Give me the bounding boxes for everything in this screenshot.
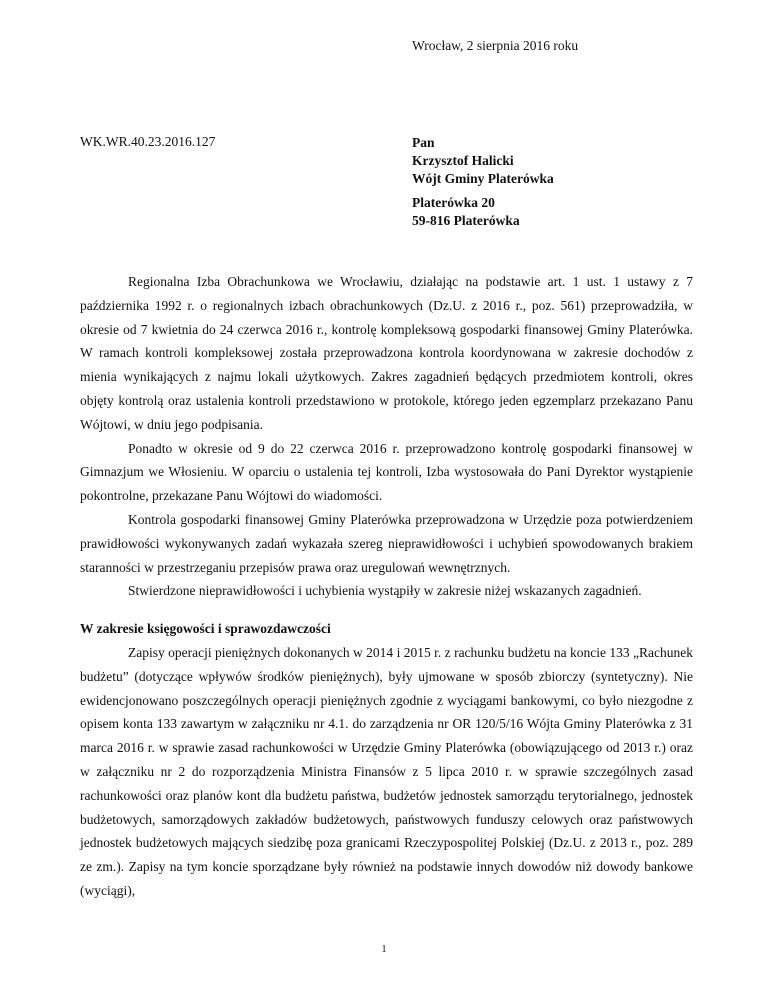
addressee-position: Wójt Gminy Platerówka <box>412 171 554 186</box>
body-paragraph: Regionalna Izba Obrachunkowa we Wrocławiu, działając na podstawie art. 1 ust. 1 ustawy z 7 października 1992 r. o regionalnych izbach obrachunkowych (Dz.U. z 2016 r., poz. 561) przeprowadziła, w okresie od 7 kwietnia do 24 czerwca 2016 r., kontrolę kompleksową gospodarki finansowej Gminy Platerówka. W ramach kontroli kompleksowej została przeprowadzona kontrola koordynowana w zakresie dochodów z mienia wynikających z najmu lokali użytkowych. Zakres zagadnień będących przedmiotem kontroli, okres objęty kontrolą oraz ustalenia kontroli przedstawiono w protokole, którego jeden egzemplarz przekazano Panu Wójtowi, w dniu jego podpisania. <box>80 274 693 432</box>
body-paragraph: Zapisy operacji pieniężnych dokonanych w 2014 i 2015 r. z rachunku budżetu na koncie 133 „Rachunek budżetu” (dotyczące wpływów środków pieniężnych), były ujmowane w sposób zbiorczy (syntetyczny). Nie ewidencjonowano poszczególnych operacji pieniężnych zgodnie z wyciągami bankowymi, co było niezgodne z opisem konta 133 zawartym w załączniku nr 4.1. do zarządzenia nr OR 120/5/16 Wójta Gminy Platerówka z 31 marca 2016 r. w sprawie zasad rachunkowości w Urzędzie Gminy Platerówka (obowiązującego od 2013 r.) oraz w załączniku nr 2 do rozporządzenia Ministra Finansów z 5 lipca 2010 r. w sprawie szczególnych zasad rachunkowości oraz planów kont dla budżetu państwa, budżetów jednostek samorządu terytorialnego, jednostek budżetowych, samorządowych zakładów budżetowych, państwowych funduszy celowych oraz państwowych jednostek budżetowych mających siedzibę poza granicami Rzeczypospolitej Polskiej (Dz.U. z 2013 r., poz. 289 ze zm.). Zapisy na tym koncie sporządzane były również na podstawie innych dowodów niż dowody bankowe (wyciągi), <box>80 644 693 898</box>
address-block <box>412 194 520 230</box>
body-paragraph: Kontrola gospodarki finansowej Gminy Platerówka przeprowadzona w Urzędzie poza potwierdzeniem prawidłowości wykonywanych zadań wykazała szereg nieprawidłowości i uchybień spowodowanych brakiem staranności w przestrzeganiu przepisów prawa oraz uregulowań wewnętrznych. <box>80 511 693 575</box>
place-date: Wrocław, 2 sierpnia 2016 roku <box>412 38 579 53</box>
addressee-block <box>412 134 554 188</box>
addressee-salutation: Pan <box>412 135 435 150</box>
reference-number: WK.WR.40.23.2016.127 <box>80 134 216 149</box>
body-paragraph: Stwierdzone nieprawidłowości i uchybienia wystąpiły w zakresie niżej wskazanych zagadnień. <box>128 583 642 599</box>
addressee-name: Krzysztof Halicki <box>412 153 514 168</box>
address-street: Platerówka 20 <box>412 195 495 210</box>
address-postal-city: 59-816 Platerówka <box>412 213 520 228</box>
body-paragraph: Ponadto w okresie od 9 do 22 czerwca 2016 r. przeprowadzono kontrolę gospodarki finansowej w Gimnazjum we Włosieniu. W oparciu o ustalenia tej kontroli, Izba wystosowała do Pani Dyrektor wystąpienie pokontrolne, przekazane Panu Wójtowi do wiadomości. <box>80 440 693 504</box>
page-number: 1 <box>381 944 387 955</box>
letter-body <box>80 270 693 903</box>
section-heading: W zakresie księgowości i sprawozdawczości <box>80 621 331 637</box>
